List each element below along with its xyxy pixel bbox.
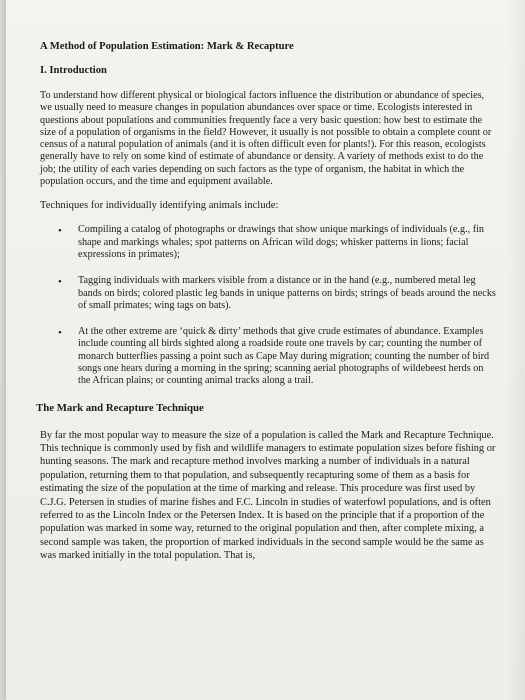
intro-paragraph: To understand how different physical or biological factors influence the distribution or abundance of species, we usually need to measure changes in population abundances over space or time. Ecologists interested in questions about populations and communities frequently face a very basic question: how best to estimate the size of a population of organisms in the field? However, it usually is not possible to obtain a complete count or census of a natural population of animals (and it is often difficult even for plants!). For this reason, ecologists generally have to rely on some kind of estimate of abundance or density. A variety of methods exist to do the job; the utility of each varies depending on such factors as the type of organism, the habitat in which the population occurs, and the time and equipment available. <box>40 90 492 188</box>
list-item <box>40 275 498 312</box>
list-item <box>40 326 498 387</box>
mark-recapture-paragraph: By far the most popular way to measure the size of a population is called the Mark and Recapture Technique. This technique is commonly used by fish and wildlife managers to estimate population sizes before fishing or hunting seasons. The mark and recapture method involves marking a number of individuals in a natural population, returning them to that population, and subsequently recapturing some of them as a basis for estimating the size of the population at the time of marking and release. This procedure was first used by C.J.G. Petersen in studies of marine fishes and F.C. Lincoln in studies of waterfowl populations, and is often referred to as the Lincoln Index or the Petersen Index. It is based on the principle that if a proportion of the population was marked in some way, returned to the original population and then, after complete mixing, a second sample was taken, the proportion of marked individuals in the second sample would be the same as was marked initially in the total population. That is, <box>40 429 496 562</box>
list-item-text: Tagging individuals with markers visible from a distance or in the hand (e.g., numbered metal leg bands on birds; colored plastic leg bands in unique patterns on birds; strings of beads around the necks of small primates; wing tags on bats). <box>78 275 496 311</box>
list-item-text: Compiling a catalog of photographs or drawings that show unique markings of individuals (e.g., fin shape and markings whales; spot patterns on African wild dogs; whisker patterns in lions; facial expressions in primates); <box>78 224 485 260</box>
list-item <box>40 224 498 261</box>
section-heading-mark-recapture: The Mark and Recapture Technique <box>36 401 204 414</box>
bullet-icon: • <box>58 327 62 340</box>
bullet-icon: • <box>58 276 62 289</box>
document-page <box>6 0 525 700</box>
section-heading-introduction: I. Introduction <box>40 65 107 76</box>
document-content <box>36 40 498 563</box>
list-item-text: At the other extreme are ‘quick & dirty’ methods that give crude estimates of abundance. Examples include counting all birds sighted along a roadside route one travels by car; counting the number of monarch butterflies passing a point such as Cape May during migration; counting the number of bird songs one hears during a morning in the spring; scanning aerial photographs of wildebeest herds on the African plains; or counting animal tracks along a trail. <box>78 326 490 387</box>
techniques-list <box>40 224 498 387</box>
bullet-icon: • <box>58 225 62 238</box>
techniques-lead: Techniques for individually identifying animals include: <box>40 200 279 212</box>
page-edge-shadow <box>507 0 525 700</box>
document-title: A Method of Population Estimation: Mark & Recapture <box>40 41 294 52</box>
